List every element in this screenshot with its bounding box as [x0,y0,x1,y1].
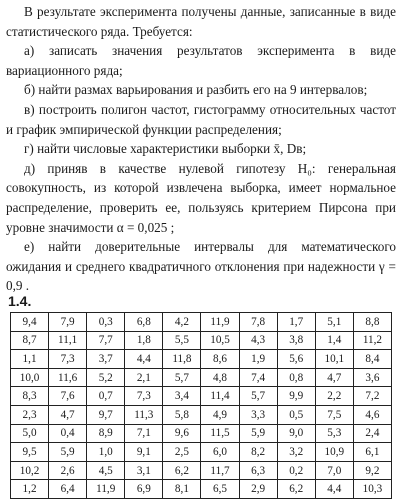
task-a: а) записать значения результатов эксперимента в виде вариационного ряда; [6,43,396,78]
table-cell: 11,5 [201,424,239,443]
table-cell: 6,8 [125,313,163,332]
table-cell: 2,5 [163,443,201,462]
data-table-body [11,313,392,499]
table-cell: 11,9 [87,480,125,499]
table-cell: 10,9 [315,443,353,462]
table-cell: 5,6 [277,350,315,369]
table-cell: 0,5 [277,405,315,424]
table-row [11,480,392,499]
table-cell: 9,2 [353,461,391,480]
table-cell: 10,0 [11,368,49,387]
task-v: в) построить полигон частот, гистограмму относительных частот и график эмпирической функции распределения; [6,101,396,137]
task-d: д) приняв в качестве нулевой гипотезу H₀: генеральная совокупность, из которой извлечена выборка, имеет нормальное распределение, проверить ее, пользуясь критерием Пирсона при уровне значимости α = 0,025 ; [6,160,396,235]
table-cell: 6,5 [201,480,239,499]
table-cell: 4,4 [315,480,353,499]
table-cell: 0,7 [87,387,125,406]
table-cell: 10,1 [315,350,353,369]
table-cell: 5,9 [49,443,87,462]
table-cell: 6,2 [277,480,315,499]
table-cell: 7,3 [125,387,163,406]
table-cell: 11,4 [201,387,239,406]
table-cell: 1,4 [315,331,353,350]
table-row [11,461,392,480]
table-cell: 2,3 [11,405,49,424]
table-cell: 1,9 [239,350,277,369]
table-cell: 4,8 [201,368,239,387]
table-cell: 3,7 [87,350,125,369]
table-cell: 0,8 [277,368,315,387]
task-list [6,2,396,296]
table-cell: 8,8 [353,313,391,332]
table-cell: 3,6 [353,368,391,387]
table-cell: 8,2 [239,443,277,462]
table-cell: 8,1 [163,480,201,499]
table-cell: 6,1 [353,443,391,462]
problem-number: 1.4. [8,293,32,309]
table-cell: 11,7 [201,461,239,480]
table-cell: 7,2 [353,387,391,406]
table-cell: 7,4 [239,368,277,387]
table-cell: 11,6 [49,368,87,387]
table-cell: 2,6 [49,461,87,480]
table-cell: 2,2 [315,387,353,406]
table-cell: 4,6 [353,405,391,424]
table-cell: 2,1 [125,368,163,387]
table-cell: 7,7 [87,331,125,350]
task-e: е) найти доверительные интервалы для математического ожидания и среднего квадратичного отклонения при надежности γ = 0,9 . [6,239,396,294]
table-cell: 5,8 [163,405,201,424]
table-cell: 7,1 [125,424,163,443]
table-cell: 10,5 [201,331,239,350]
table-cell: 7,5 [315,405,353,424]
table-row [11,331,392,350]
table-cell: 0,2 [277,461,315,480]
table-cell: 7,0 [315,461,353,480]
table-row [11,443,392,462]
table-cell: 1,7 [277,313,315,332]
table-cell: 8,6 [201,350,239,369]
table-cell: 6,2 [163,461,201,480]
table-cell: 5,0 [11,424,49,443]
task-g: г) найти числовые характеристики выборки x̄, Dв; [24,141,307,157]
table-cell: 3,3 [239,405,277,424]
table-cell: 3,8 [277,331,315,350]
table-cell: 5,1 [315,313,353,332]
table-row [11,350,392,369]
table-cell: 8,3 [11,387,49,406]
task-b: б) найти размах варьирования и разбить его на 9 интервалов; [24,82,368,98]
table-cell: 10,3 [353,480,391,499]
table-cell: 8,7 [11,331,49,350]
table-cell: 5,9 [239,424,277,443]
table-cell: 9,6 [163,424,201,443]
table-row [11,368,392,387]
table-cell: 9,1 [125,443,163,462]
table-cell: 4,2 [163,313,201,332]
table-row [11,405,392,424]
table-cell: 8,4 [353,350,391,369]
table-cell: 3,1 [125,461,163,480]
table-cell: 9,0 [277,424,315,443]
table-cell: 5,7 [163,368,201,387]
table-cell: 4,3 [239,331,277,350]
table-cell: 5,3 [315,424,353,443]
table-cell: 4,7 [49,405,87,424]
table-row [11,313,392,332]
table-cell: 6,9 [125,480,163,499]
table-row [11,424,392,443]
table-cell: 1,1 [11,350,49,369]
table-cell: 0,3 [87,313,125,332]
table-cell: 9,4 [11,313,49,332]
table-cell: 5,2 [87,368,125,387]
table-cell: 2,4 [353,424,391,443]
table-cell: 10,2 [11,461,49,480]
table-cell: 1,2 [11,480,49,499]
table-cell: 2,9 [239,480,277,499]
table-cell: 11,3 [125,405,163,424]
table-cell: 4,5 [87,461,125,480]
table-cell: 4,7 [315,368,353,387]
table-cell: 0,4 [49,424,87,443]
table-cell: 9,9 [277,387,315,406]
table-cell: 7,8 [239,313,277,332]
table-cell: 11,8 [163,350,201,369]
table-cell: 3,4 [163,387,201,406]
table-cell: 7,9 [49,313,87,332]
table-cell: 3,2 [277,443,315,462]
table-cell: 1,8 [125,331,163,350]
table-cell: 11,2 [353,331,391,350]
table-cell: 8,9 [87,424,125,443]
table-cell: 11,9 [201,313,239,332]
table-cell: 5,5 [163,331,201,350]
table-cell: 9,5 [11,443,49,462]
table-cell: 9,7 [87,405,125,424]
table-cell: 7,6 [49,387,87,406]
table-cell: 11,1 [49,331,87,350]
task-intro: В результате эксперимента получены данные, записанные в виде статистического ряда. Требуется: [6,4,396,39]
table-cell: 4,4 [125,350,163,369]
table-row [11,387,392,406]
table-cell: 6,3 [239,461,277,480]
table-cell: 7,3 [49,350,87,369]
table-cell: 6,0 [201,443,239,462]
table-cell: 1,0 [87,443,125,462]
table-cell: 5,7 [239,387,277,406]
table-cell: 4,9 [201,405,239,424]
data-table [10,312,392,499]
table-cell: 6,4 [49,480,87,499]
